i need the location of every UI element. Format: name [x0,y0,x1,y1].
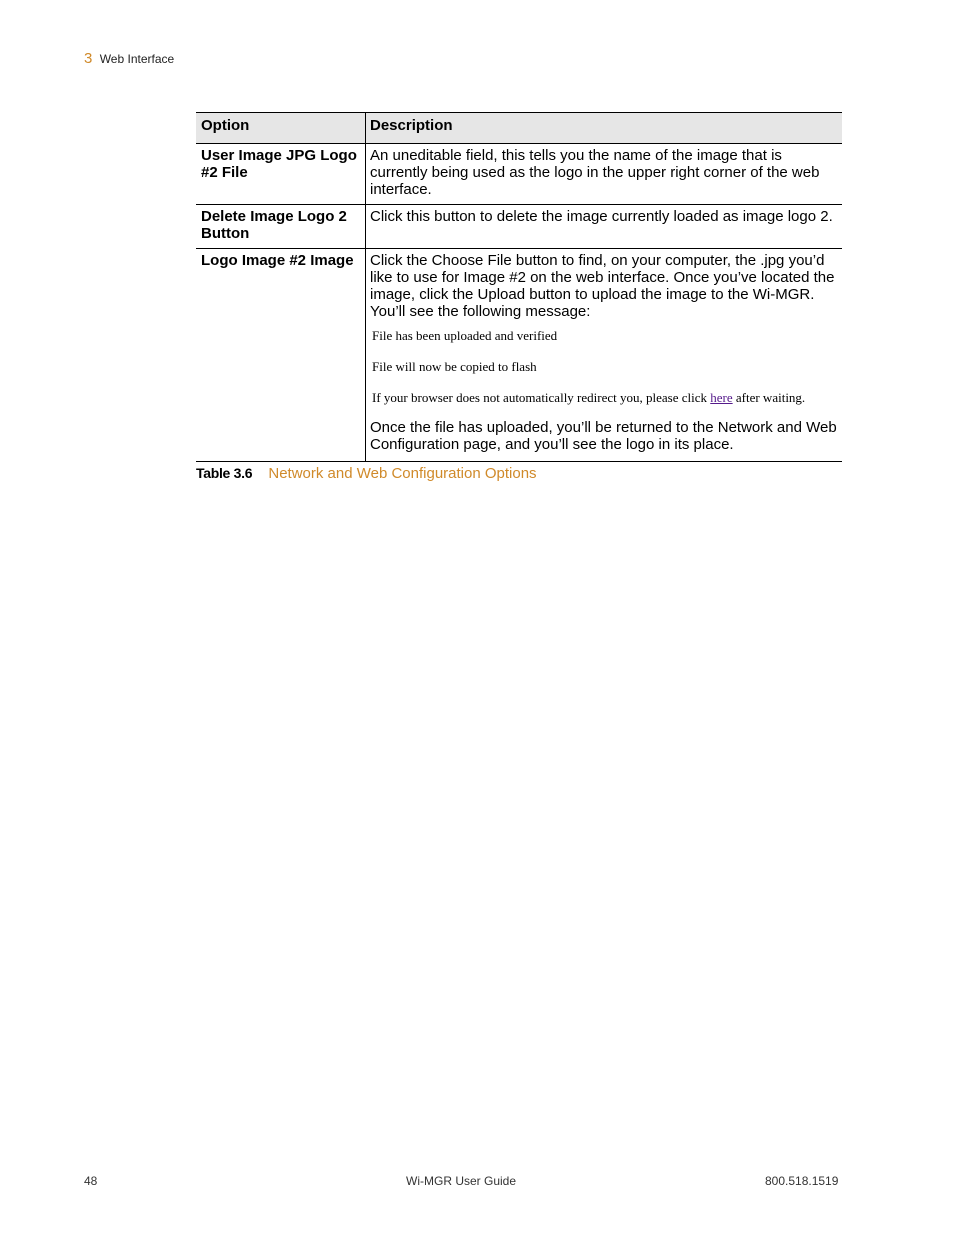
description-text: Click the Choose File button to find, on your computer, the .jpg you’d like to use for Image #2 on the web interface. Once you’ve located the image, click the Upload button to upload the image to the Wi-MGR. You’ll see the following message: [370,252,835,320]
guide-title: Wi-MGR User Guide [406,1174,517,1188]
description-cell: An uneditable field, this tells you the name of the image that is currently being used as the logo in the upper right corner of the web interface. [366,144,843,205]
options-table [196,112,842,462]
phone-number: 800.518.1519 [765,1174,839,1188]
option-cell: User Image JPG Logo #2 File [196,144,366,205]
running-header [84,50,174,67]
column-header-description: Description [366,113,843,144]
redirect-text-before: If your browser does not automatically redirect you, please click [372,390,711,405]
message-line-copied: File will now be copied to flash [372,359,537,374]
option-cell: Delete Image Logo 2 Button [196,205,366,249]
table-header-row [196,113,842,144]
table-row [196,205,842,249]
page-number: 48 [84,1174,98,1188]
section-title: Web Interface [99,52,175,66]
description-cell [366,249,843,462]
message-line-redirect [372,390,838,405]
description-text-after: Once the file has uploaded, you’ll be returned to the Network and Web Configuration page, and you’ll see the logo in its place. [370,419,837,453]
caption-label: Table 3.6 [196,465,253,481]
column-header-option: Option [196,113,366,144]
upload-message-screenshot [372,328,838,405]
chapter-number: 3 [84,50,93,67]
description-cell: Click this button to delete the image currently loaded as image logo 2. [366,205,843,249]
option-cell: Logo Image #2 Image [196,249,366,462]
redirect-text-after: after waiting. [732,390,806,405]
message-line-uploaded: File has been uploaded and verified [372,328,558,343]
table-row [196,249,842,462]
table-row [196,144,842,205]
table-caption [196,465,537,482]
here-link[interactable]: here [710,390,733,405]
caption-title: Network and Web Configuration Options [268,465,537,482]
